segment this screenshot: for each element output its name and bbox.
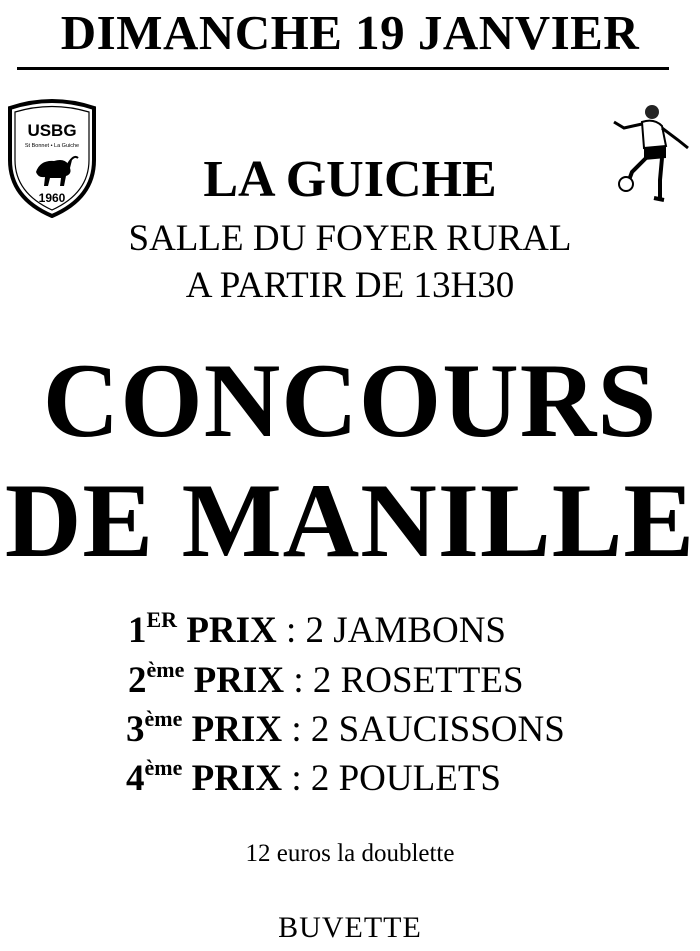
prize-word: PRIX (193, 660, 285, 701)
event-date: DIMANCHE 19 JANVIER (60, 5, 640, 60)
prize-reward: 2 POULETS (310, 758, 501, 799)
venue-town: LA GUICHE (203, 151, 497, 208)
prize-row (126, 756, 501, 802)
prize-reward: 2 JAMBONS (305, 610, 507, 651)
logo-name: USBG (27, 121, 77, 140)
logo-year: 1960 (38, 191, 66, 205)
prize-word: PRIX (191, 709, 283, 750)
prize-word: PRIX (186, 610, 277, 651)
prize-rank-suffix: ème (144, 755, 183, 780)
start-time: A PARTIR DE 13H30 (185, 265, 515, 306)
prize-separator: : (282, 758, 311, 799)
prize-separator: : (276, 610, 306, 651)
prize-row (128, 658, 524, 704)
prize-rank: 3 (126, 709, 145, 750)
entry-price: 12 euros la doublette (245, 840, 455, 867)
prize-reward: 2 SAUCISSONS (310, 709, 565, 750)
event-title-line1: CONCOURS (42, 342, 658, 459)
prize-row (128, 608, 506, 654)
prize-rank: 1 (128, 610, 147, 651)
prize-rank-suffix: ème (146, 657, 185, 682)
prize-rank-suffix: ER (146, 607, 178, 632)
date-underline (17, 67, 669, 70)
prize-rank-suffix: ème (144, 706, 183, 731)
prize-rank: 2 (128, 660, 147, 701)
refreshment-bar: BUVETTE (278, 911, 422, 944)
prize-row (126, 707, 565, 753)
prize-rank: 4 (126, 758, 145, 799)
prize-reward: 2 ROSETTES (312, 660, 524, 701)
logo-subtitle: St Bonnet • La Guiche (24, 143, 80, 149)
prize-separator: : (284, 660, 313, 701)
venue-hall: SALLE DU FOYER RURAL (128, 218, 572, 259)
prize-separator: : (282, 709, 311, 750)
event-title-line2: DE MANILLE (4, 462, 696, 579)
prize-word: PRIX (191, 758, 283, 799)
